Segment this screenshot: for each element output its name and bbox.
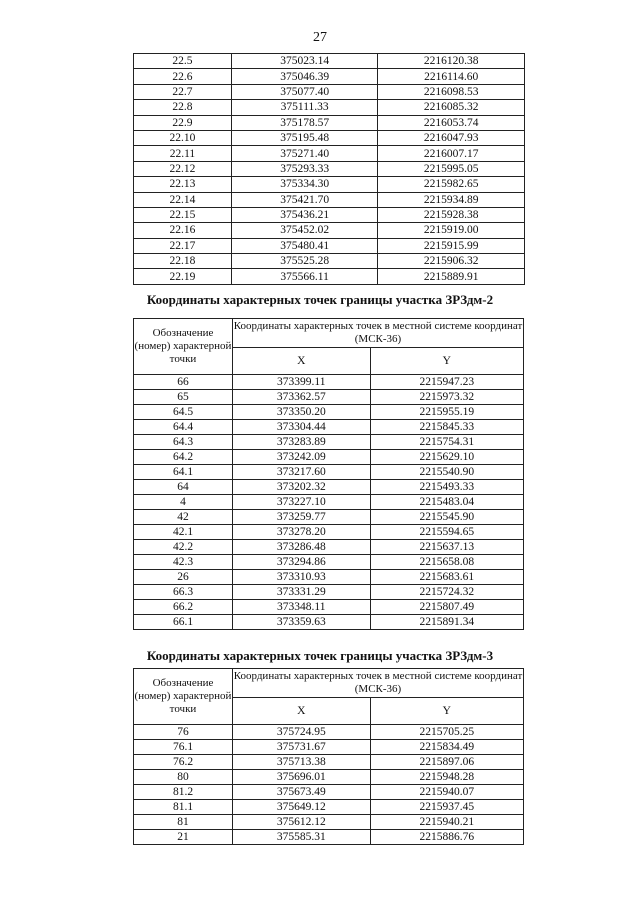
- point-number-cell: 66.2: [134, 600, 233, 615]
- point-number-cell: 76.2: [134, 755, 233, 770]
- point-number-cell: 22.15: [134, 207, 232, 222]
- table-row: [134, 115, 525, 130]
- x-coordinate-cell: 375480.41: [231, 238, 378, 253]
- x-coordinate-cell: 373359.63: [233, 615, 371, 630]
- y-coordinate-cell: 2215637.13: [370, 540, 523, 555]
- x-coordinate-cell: 373348.11: [233, 600, 371, 615]
- y-coordinate-cell: 2216007.17: [378, 146, 525, 161]
- point-number-cell: 65: [134, 390, 233, 405]
- y-coordinate-cell: 2216047.93: [378, 130, 525, 145]
- point-number-cell: 42: [134, 510, 233, 525]
- header-coords-label: Координаты характерных точек в местной системе координат (МСК-36): [233, 669, 524, 698]
- y-coordinate-cell: 2215928.38: [378, 207, 525, 222]
- x-coordinate-cell: 375612.12: [233, 815, 371, 830]
- table-row: [134, 130, 525, 145]
- y-coordinate-cell: 2215940.21: [370, 815, 523, 830]
- x-coordinate-cell: 373283.89: [233, 435, 371, 450]
- table-row: [134, 54, 525, 69]
- x-coordinate-cell: 373350.20: [233, 405, 371, 420]
- x-coordinate-cell: 375421.70: [231, 192, 378, 207]
- x-coordinate-cell: 375023.14: [231, 54, 378, 69]
- y-coordinate-cell: 2215705.25: [370, 725, 523, 740]
- point-number-cell: 81.1: [134, 800, 233, 815]
- table-row: [134, 465, 524, 480]
- x-coordinate-cell: 375724.95: [233, 725, 371, 740]
- point-number-cell: 42.3: [134, 555, 233, 570]
- table-row: [134, 510, 524, 525]
- table-row: [134, 435, 524, 450]
- header-point-label: Обозначение (номер) характерной точки: [134, 669, 233, 725]
- table-row: [134, 450, 524, 465]
- y-coordinate-cell: 2216085.32: [378, 100, 525, 115]
- section3-title: Координаты характерных точек границы участка ЗРЗдм-3: [146, 648, 494, 663]
- x-coordinate-cell: 373294.86: [233, 555, 371, 570]
- y-coordinate-cell: 2215955.19: [370, 405, 523, 420]
- header-x: X: [233, 698, 371, 725]
- y-coordinate-cell: 2215897.06: [370, 755, 523, 770]
- point-number-cell: 76.1: [134, 740, 233, 755]
- point-number-cell: 22.13: [134, 177, 232, 192]
- x-coordinate-cell: 375111.33: [231, 100, 378, 115]
- y-coordinate-cell: 2215658.08: [370, 555, 523, 570]
- y-coordinate-cell: 2216098.53: [378, 84, 525, 99]
- table-row: [134, 555, 524, 570]
- table-row: [134, 570, 524, 585]
- x-coordinate-cell: 375293.33: [231, 161, 378, 176]
- table-row: [134, 725, 524, 740]
- x-coordinate-cell: 375525.28: [231, 254, 378, 269]
- header-y: Y: [370, 348, 523, 375]
- point-number-cell: 22.5: [134, 54, 232, 69]
- x-coordinate-cell: 373217.60: [233, 465, 371, 480]
- y-coordinate-cell: 2215540.90: [370, 465, 523, 480]
- point-number-cell: 4: [134, 495, 233, 510]
- table-row: [134, 100, 525, 115]
- x-coordinate-cell: 373362.57: [233, 390, 371, 405]
- table1-body: [134, 54, 525, 285]
- table-row: [134, 755, 524, 770]
- point-number-cell: 22.11: [134, 146, 232, 161]
- point-number-cell: 80: [134, 770, 233, 785]
- point-number-cell: 64.3: [134, 435, 233, 450]
- y-coordinate-cell: 2216114.60: [378, 69, 525, 84]
- point-number-cell: 22.18: [134, 254, 232, 269]
- table-row: [134, 615, 524, 630]
- y-coordinate-cell: 2215891.34: [370, 615, 523, 630]
- point-number-cell: 66.1: [134, 615, 233, 630]
- y-coordinate-cell: 2216053.74: [378, 115, 525, 130]
- x-coordinate-cell: 373331.29: [233, 585, 371, 600]
- x-coordinate-cell: 375452.02: [231, 223, 378, 238]
- table-row: [134, 177, 525, 192]
- point-number-cell: 42.2: [134, 540, 233, 555]
- y-coordinate-cell: 2215483.04: [370, 495, 523, 510]
- x-coordinate-cell: 373259.77: [233, 510, 371, 525]
- table-row: [134, 84, 525, 99]
- table2-body: [134, 375, 524, 630]
- page-number: 27: [313, 30, 327, 45]
- x-coordinate-cell: 373399.11: [233, 375, 371, 390]
- x-coordinate-cell: 375585.31: [233, 830, 371, 845]
- x-coordinate-cell: 373242.09: [233, 450, 371, 465]
- point-number-cell: 64.4: [134, 420, 233, 435]
- table-row: [134, 525, 524, 540]
- table-row: [134, 740, 524, 755]
- point-number-cell: 64: [134, 480, 233, 495]
- x-coordinate-cell: 375566.11: [231, 269, 378, 284]
- y-coordinate-cell: 2215934.89: [378, 192, 525, 207]
- y-coordinate-cell: 2215919.00: [378, 223, 525, 238]
- table-row: [134, 540, 524, 555]
- y-coordinate-cell: 2215724.32: [370, 585, 523, 600]
- point-number-cell: 66.3: [134, 585, 233, 600]
- y-coordinate-cell: 2215834.49: [370, 740, 523, 755]
- table-row: [134, 207, 525, 222]
- point-number-cell: 22.14: [134, 192, 232, 207]
- table-row: [134, 269, 525, 284]
- x-coordinate-cell: 373278.20: [233, 525, 371, 540]
- y-coordinate-cell: 2215906.32: [378, 254, 525, 269]
- point-number-cell: 22.17: [134, 238, 232, 253]
- table-row: [134, 480, 524, 495]
- y-coordinate-cell: 2215683.61: [370, 570, 523, 585]
- y-coordinate-cell: 2215937.45: [370, 800, 523, 815]
- table-row: [134, 600, 524, 615]
- x-coordinate-cell: 373310.93: [233, 570, 371, 585]
- x-coordinate-cell: 375713.38: [233, 755, 371, 770]
- point-number-cell: 22.9: [134, 115, 232, 130]
- x-coordinate-cell: 375077.40: [231, 84, 378, 99]
- y-coordinate-cell: 2215629.10: [370, 450, 523, 465]
- point-number-cell: 64.5: [134, 405, 233, 420]
- table-row: [134, 800, 524, 815]
- y-coordinate-cell: 2215493.33: [370, 480, 523, 495]
- table-row: [134, 254, 525, 269]
- point-number-cell: 64.2: [134, 450, 233, 465]
- x-coordinate-cell: 375673.49: [233, 785, 371, 800]
- y-coordinate-cell: 2216120.38: [378, 54, 525, 69]
- y-coordinate-cell: 2215594.65: [370, 525, 523, 540]
- coordinates-table-zrzdm-2: [133, 318, 524, 630]
- table-row: [134, 405, 524, 420]
- table3-body: [134, 725, 524, 845]
- x-coordinate-cell: 375178.57: [231, 115, 378, 130]
- table-row: [134, 585, 524, 600]
- table-row: [134, 495, 524, 510]
- section2-title: Координаты характерных точек границы участка ЗРЗдм-2: [146, 292, 494, 307]
- table-row: [134, 815, 524, 830]
- header-y: Y: [370, 698, 523, 725]
- header-point-label: Обозначение (номер) характерной точки: [134, 319, 233, 375]
- table-row: [134, 390, 524, 405]
- table-row: [134, 238, 525, 253]
- x-coordinate-cell: 373286.48: [233, 540, 371, 555]
- y-coordinate-cell: 2215995.05: [378, 161, 525, 176]
- table-row: [134, 375, 524, 390]
- x-coordinate-cell: 373227.10: [233, 495, 371, 510]
- point-number-cell: 64.1: [134, 465, 233, 480]
- x-coordinate-cell: 375436.21: [231, 207, 378, 222]
- y-coordinate-cell: 2215940.07: [370, 785, 523, 800]
- x-coordinate-cell: 375046.39: [231, 69, 378, 84]
- point-number-cell: 66: [134, 375, 233, 390]
- x-coordinate-cell: 375334.30: [231, 177, 378, 192]
- point-number-cell: 22.7: [134, 84, 232, 99]
- point-number-cell: 22.6: [134, 69, 232, 84]
- table-row: [134, 785, 524, 800]
- table-row: [134, 69, 525, 84]
- x-coordinate-cell: 375731.67: [233, 740, 371, 755]
- y-coordinate-cell: 2215845.33: [370, 420, 523, 435]
- x-coordinate-cell: 375195.48: [231, 130, 378, 145]
- point-number-cell: 22.10: [134, 130, 232, 145]
- y-coordinate-cell: 2215982.65: [378, 177, 525, 192]
- table-row: [134, 770, 524, 785]
- table-row: [134, 146, 525, 161]
- x-coordinate-cell: 375649.12: [233, 800, 371, 815]
- header-coords-label: Координаты характерных точек в местной системе координат (МСК-36): [233, 319, 524, 348]
- table-row: [134, 830, 524, 845]
- header-x: X: [233, 348, 371, 375]
- point-number-cell: 81: [134, 815, 233, 830]
- coordinates-table-continued: [133, 53, 525, 285]
- point-number-cell: 21: [134, 830, 233, 845]
- y-coordinate-cell: 2215948.28: [370, 770, 523, 785]
- y-coordinate-cell: 2215915.99: [378, 238, 525, 253]
- y-coordinate-cell: 2215545.90: [370, 510, 523, 525]
- point-number-cell: 22.19: [134, 269, 232, 284]
- point-number-cell: 22.12: [134, 161, 232, 176]
- point-number-cell: 22.8: [134, 100, 232, 115]
- table-row: [134, 161, 525, 176]
- point-number-cell: 76: [134, 725, 233, 740]
- table-row: [134, 223, 525, 238]
- table-row: [134, 192, 525, 207]
- y-coordinate-cell: 2215754.31: [370, 435, 523, 450]
- x-coordinate-cell: 375271.40: [231, 146, 378, 161]
- point-number-cell: 81.2: [134, 785, 233, 800]
- point-number-cell: 22.16: [134, 223, 232, 238]
- y-coordinate-cell: 2215886.76: [370, 830, 523, 845]
- y-coordinate-cell: 2215973.32: [370, 390, 523, 405]
- y-coordinate-cell: 2215889.91: [378, 269, 525, 284]
- y-coordinate-cell: 2215807.49: [370, 600, 523, 615]
- point-number-cell: 26: [134, 570, 233, 585]
- table-row: [134, 420, 524, 435]
- coordinates-table-zrzdm-3: [133, 668, 524, 845]
- x-coordinate-cell: 373304.44: [233, 420, 371, 435]
- y-coordinate-cell: 2215947.23: [370, 375, 523, 390]
- x-coordinate-cell: 373202.32: [233, 480, 371, 495]
- point-number-cell: 42.1: [134, 525, 233, 540]
- x-coordinate-cell: 375696.01: [233, 770, 371, 785]
